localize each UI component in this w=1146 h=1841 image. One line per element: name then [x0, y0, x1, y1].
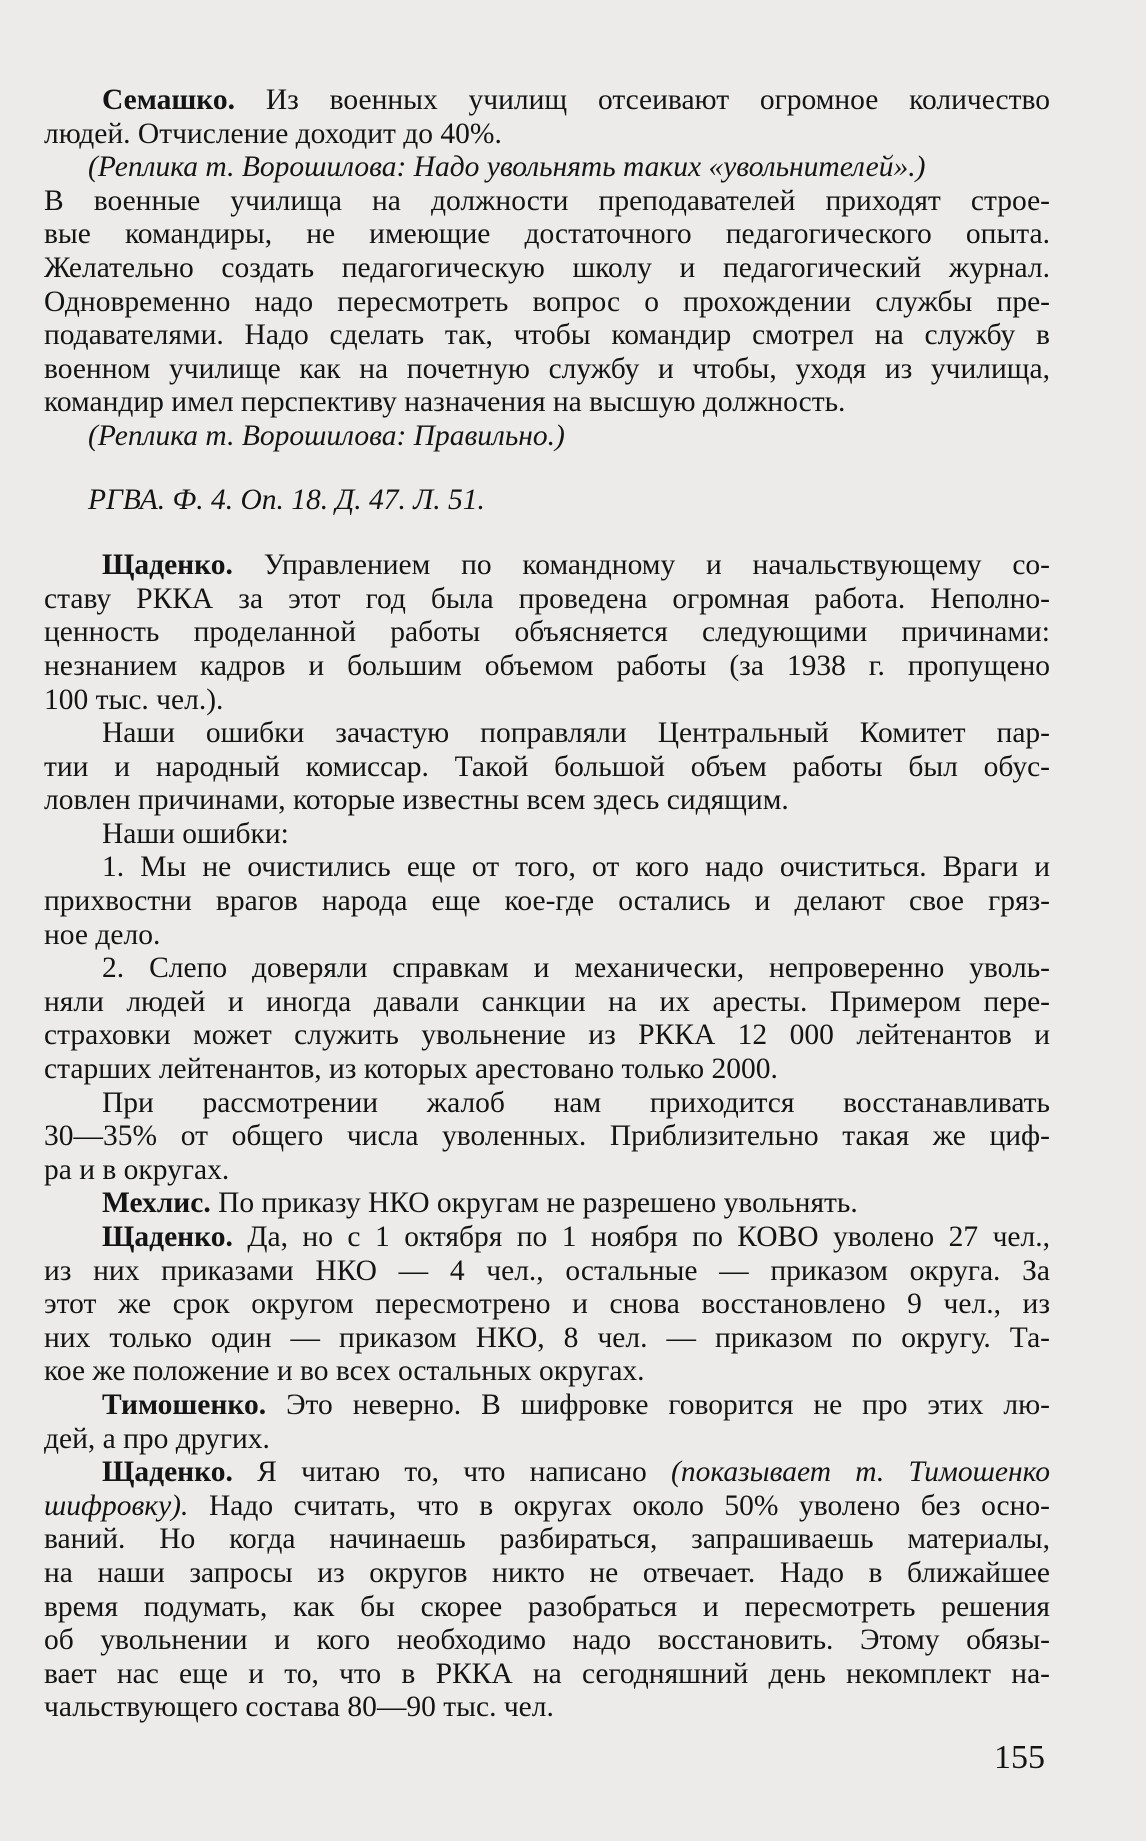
paragraph-line: тии и народный комиссар. Такой большой объем работы был обус- — [44, 750, 1050, 783]
speaker-name: Тимошенко. — [102, 1388, 267, 1421]
paragraph-line: Щаденко. Да, но с 1 октября по 1 ноября по КОВО уволено 27 чел., — [102, 1221, 1050, 1253]
paragraph-line: Наши ошибки зачастую поправляли Центральный Комитет пар- — [102, 717, 1050, 750]
stage-direction: (показывает т. Тимошенко — [671, 1456, 1050, 1489]
paragraph-line: Тимошенко. Это неверно. В шифровке говорится не про этих лю- — [102, 1388, 1050, 1421]
speaker-name: Щаденко. — [102, 549, 233, 582]
paragraph-line: чальствующего состава 80—90 тыс. чел. — [44, 1691, 554, 1724]
paragraph-line: командир имел перспективу назначения на высшую должность. — [44, 386, 846, 419]
speaker-name: Мехлис. — [102, 1187, 211, 1220]
spacer — [44, 517, 1050, 549]
paragraph-line: 30—35% от общего числа уволенных. Приблизительно такая же циф- — [44, 1120, 1050, 1153]
paragraph-line: ставу РККА за этот год была проведена огромная работа. Неполно- — [44, 582, 1050, 615]
page-body — [44, 84, 1050, 1725]
paragraph-line: старших лейтенантов, из которых арестовано только 2000. — [44, 1053, 778, 1086]
page-number: 155 — [994, 1739, 1045, 1776]
paragraph-line: военном училище как на почетную службу и чтобы, уходя из училища, — [44, 352, 1050, 385]
spacer — [44, 454, 1050, 484]
paragraph-line: Щаденко. Управлением по командному и начальствующему со- — [102, 549, 1050, 582]
paragraph-line: Семашко. Из военных училищ отсеивают огромное количество — [102, 84, 1050, 116]
paragraph-line: кое же положение и во всех остальных округах. — [44, 1355, 645, 1388]
paragraph-line: ра и в округах. — [44, 1153, 230, 1186]
paragraph-line: 2. Слепо доверяли справкам и механически, непроверенно уволь- — [102, 952, 1050, 985]
speaker-name: Щаденко. — [102, 1221, 233, 1253]
speaker-name: Семашко. — [102, 84, 236, 116]
remark: (Реплика т. Ворошилова: Правильно.) — [88, 419, 565, 452]
paragraph-line: подавателями. Надо сделать так, чтобы командир смотрел на службу в — [44, 319, 1050, 352]
paragraph-line: страховки может служить увольнение из РККА 12 000 лейтенантов и — [44, 1019, 1050, 1052]
paragraph-line: 100 тыс. чел.). — [44, 683, 224, 716]
paragraph-line: этот же срок округом пересмотрено и снова восстановлено 9 чел., из — [44, 1288, 1050, 1321]
paragraph-line: прихвостни врагов народа еще кое-где остались и делают свое гряз- — [44, 885, 1050, 918]
paragraph-line: дей, а про других. — [44, 1422, 270, 1455]
remark: (Реплика т. Ворошилова: Надо увольнять таких «увольнителей».) — [88, 151, 926, 184]
paragraph-line: ловлен причинами, которые известны всем здесь сидящим. — [44, 784, 789, 817]
paragraph-line: вает нас еще и то, что в РККА на сегодняшний день некомплект на- — [44, 1657, 1050, 1690]
paragraph-line: шифровку). Надо считать, что в округах около 50% уволено без осно- — [44, 1489, 1050, 1522]
paragraph-line: об увольнении и кого необходимо надо восстановить. Этому обязы- — [44, 1624, 1050, 1657]
paragraph-line: них только один — приказом НКО, 8 чел. — приказом по округу. Та- — [44, 1321, 1050, 1354]
stage-direction: шифровку). — [44, 1489, 189, 1522]
archive-reference: РГВА. Ф. 4. Оп. 18. Д. 47. Л. 51. — [88, 483, 485, 516]
speaker-name: Щаденко. — [102, 1456, 233, 1489]
paragraph-line: из них приказами НКО — 4 чел., остальные — приказом округа. За — [44, 1254, 1050, 1287]
paragraph-line: Мехлис. По приказу НКО округам не разрешено увольнять. — [102, 1187, 858, 1220]
paragraph-line: вые командиры, не имеющие достаточного педагогического опыта. — [44, 218, 1050, 251]
paragraph-line: В военные училища на должности преподавателей приходят строе- — [44, 184, 1050, 217]
paragraph-line: Одновременно надо пересмотреть вопрос о прохождении службы пре- — [44, 285, 1050, 318]
paragraph-line: на наши запросы из округов никто не отвечает. Надо в ближайшее — [44, 1556, 1050, 1589]
paragraph-line: няли людей и иногда давали санкции на их аресты. Примером пере- — [44, 985, 1050, 1018]
paragraph-line: При рассмотрении жалоб нам приходится восстанавливать — [102, 1086, 1050, 1119]
paragraph-line: ваний. Но когда начинаешь разбираться, запрашиваешь материалы, — [44, 1523, 1050, 1556]
paragraph-line: людей. Отчисление доходит до 40%. — [44, 117, 502, 150]
paragraph-line: Наши ошибки: — [102, 817, 289, 850]
paragraph-line: ценность проделанной работы объясняется следующими причинами: — [44, 616, 1050, 649]
paragraph-line: незнанием кадров и большим объемом работы (за 1938 г. пропущено — [44, 649, 1050, 682]
paragraph-line: Щаденко. Я читаю то, что написано (показывает т. Тимошенко — [102, 1456, 1050, 1489]
paragraph-line: 1. Мы не очистились еще от того, от кого надо очиститься. Враги и — [102, 851, 1050, 884]
paragraph-line: время подумать, как бы скорее разобраться и пересмотреть решения — [44, 1590, 1050, 1623]
paragraph-line: Желательно создать педагогическую школу и педагогический журнал. — [44, 251, 1050, 284]
paragraph-line: ное дело. — [44, 918, 161, 951]
